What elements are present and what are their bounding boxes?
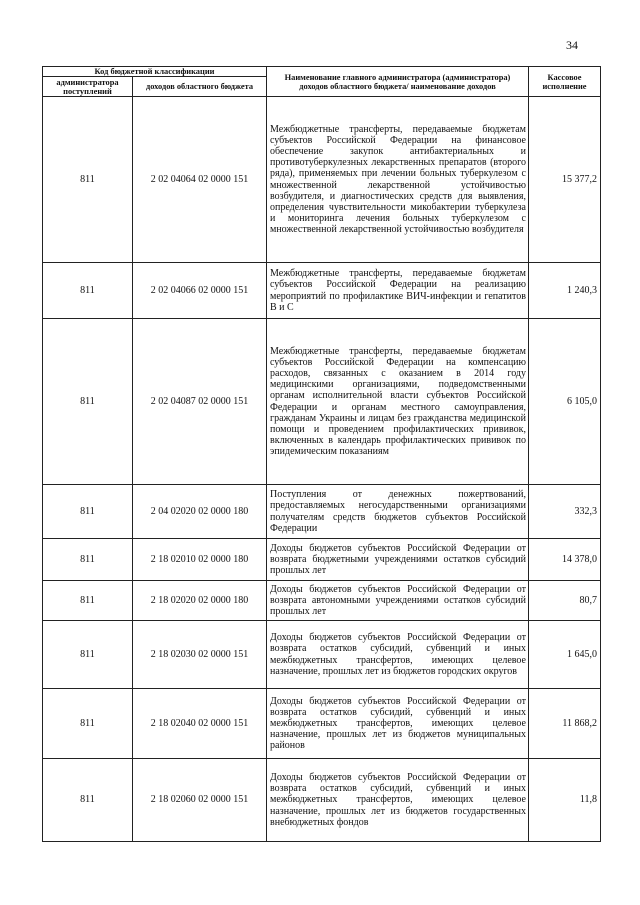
- amount-cell: 1 240,3: [529, 263, 601, 319]
- admin-code-cell: 811: [43, 263, 133, 319]
- income-code-cell: 2 04 02020 02 0000 180: [133, 485, 267, 539]
- income-column-header: доходов областного бюджета: [133, 77, 267, 97]
- table-row: [43, 689, 601, 759]
- table-row: [43, 759, 601, 842]
- admin-code-cell: 811: [43, 319, 133, 485]
- income-name-cell: Доходы бюджетов субъектов Российской Федерации от возврата остатков субсидий, субвенций и иных межбюджетных трансфертов, имеющих целевое назначение, прошлых лет из бюджетов государственных внебюджетных фондов: [267, 759, 529, 842]
- income-name-cell: Поступления от денежных пожертвований, предоставляемых негосударственными организациями получателям средств бюджетов субъектов Российской Федерации: [267, 485, 529, 539]
- table-row: [43, 539, 601, 581]
- table-header: [43, 67, 601, 97]
- income-name-cell: Межбюджетные трансферты, передаваемые бюджетам субъектов Российской Федерации на финансовое обеспечение закупок антибактериальных и противотуберкулезных лекарственных препаратов (второго ряда), применяемых при лечении больных туберкулезом с множественной лекарственной устойчивостью возбудителя, и диагностических средств для выявления, определения чувствительности микобактерии туберкулеза и мониторинга лечения больных туберкулезом с множественной лекарственной устойчивостью возбудителя: [267, 97, 529, 263]
- table-row: [43, 621, 601, 689]
- income-name-cell: Межбюджетные трансферты, передаваемые бюджетам субъектов Российской Федерации на реализацию мероприятий по профилактике ВИЧ-инфекции и гепатитов В и С: [267, 263, 529, 319]
- income-code-cell: 2 18 02060 02 0000 151: [133, 759, 267, 842]
- amount-cell: 11 868,2: [529, 689, 601, 759]
- table-row: [43, 319, 601, 485]
- income-name-cell: Доходы бюджетов субъектов Российской Федерации от возврата остатков субсидий, субвенций и иных межбюджетных трансфертов, имеющих целевое назначение, прошлых лет из бюджетов городских округов: [267, 621, 529, 689]
- income-name-cell: Доходы бюджетов субъектов Российской Федерации от возврата остатков субсидий, субвенций и иных межбюджетных трансфертов, имеющих целевое назначение, прошлых лет из бюджетов муниципальных районов: [267, 689, 529, 759]
- admin-column-header: администратора поступлений: [43, 77, 133, 97]
- amount-cell: 80,7: [529, 581, 601, 621]
- amount-cell: 6 105,0: [529, 319, 601, 485]
- amount-cell: 15 377,2: [529, 97, 601, 263]
- income-code-cell: 2 02 04087 02 0000 151: [133, 319, 267, 485]
- income-name-cell: Межбюджетные трансферты, передаваемые бюджетам субъектов Российской Федерации на компенсацию расходов, связанных с оказанием в 2014 году медицинскими организациями, подведомственными органам исполнительной власти субъектов Российской Федерации и органам местного самоуправления, гражданам Украины и лицам без гражданства медицинской помощи и проведением профилактических прививок, включенных в календарь профилактических прививок по эпидемическим показаниям: [267, 319, 529, 485]
- amount-cell: 1 645,0: [529, 621, 601, 689]
- income-code-cell: 2 18 02040 02 0000 151: [133, 689, 267, 759]
- income-code-cell: 2 02 04066 02 0000 151: [133, 263, 267, 319]
- admin-code-cell: 811: [43, 485, 133, 539]
- budget-table: [42, 66, 601, 842]
- table-row: [43, 581, 601, 621]
- amount-cell: 11,8: [529, 759, 601, 842]
- table-row: [43, 485, 601, 539]
- admin-code-cell: 811: [43, 759, 133, 842]
- budget-code-group-header: Код бюджетной классификации: [43, 67, 267, 77]
- admin-code-cell: 811: [43, 97, 133, 263]
- admin-code-cell: 811: [43, 581, 133, 621]
- table-row: [43, 263, 601, 319]
- amount-column-header: Кассовое исполнение: [529, 67, 601, 97]
- table-row: [43, 97, 601, 263]
- income-code-cell: 2 18 02030 02 0000 151: [133, 621, 267, 689]
- amount-cell: 332,3: [529, 485, 601, 539]
- income-name-cell: Доходы бюджетов субъектов Российской Федерации от возврата бюджетными учреждениями остатков субсидий прошлых лет: [267, 539, 529, 581]
- income-code-cell: 2 02 04064 02 0000 151: [133, 97, 267, 263]
- admin-code-cell: 811: [43, 689, 133, 759]
- income-code-cell: 2 18 02020 02 0000 180: [133, 581, 267, 621]
- page-number: 34: [566, 38, 578, 52]
- admin-code-cell: 811: [43, 539, 133, 581]
- income-name-cell: Доходы бюджетов субъектов Российской Федерации от возврата автономными учреждениями остатков субсидий прошлых лет: [267, 581, 529, 621]
- admin-code-cell: 811: [43, 621, 133, 689]
- name-column-header: Наименование главного администратора (администратора) доходов областного бюджета/ наименование доходов: [267, 67, 529, 97]
- amount-cell: 14 378,0: [529, 539, 601, 581]
- income-code-cell: 2 18 02010 02 0000 180: [133, 539, 267, 581]
